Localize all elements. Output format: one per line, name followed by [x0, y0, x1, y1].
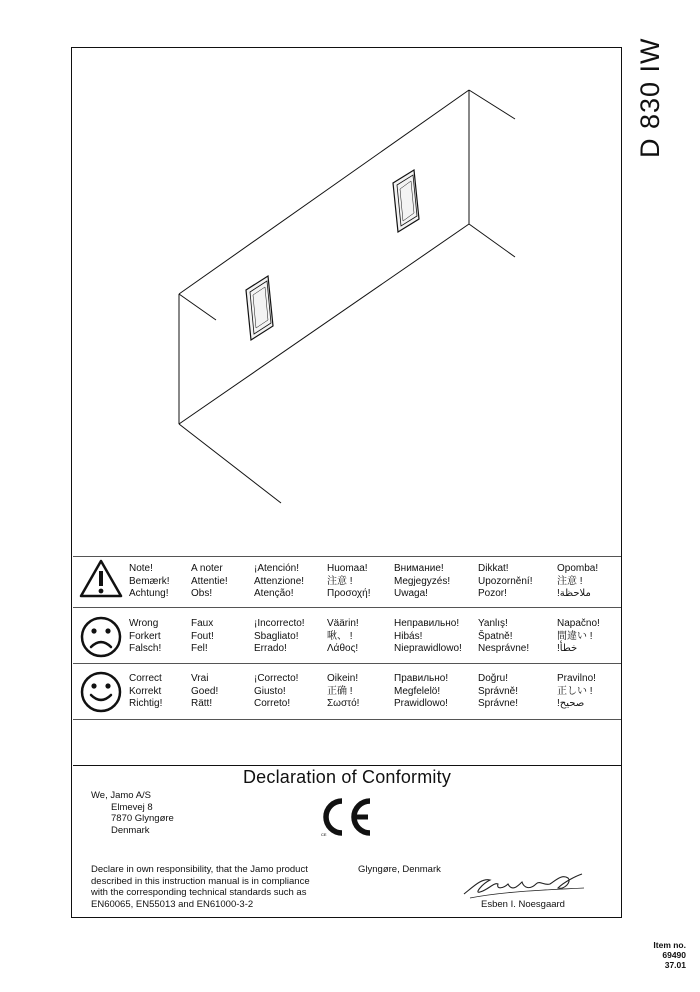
item-number: Item no. 69490 37.01	[653, 940, 686, 970]
declaration-text: Declare in own responsibility, that the Jamo product described in this instruction manual is in compliance with the corresponding technical standards such as EN60065, EN55013 and EN61000-3-2	[91, 864, 310, 910]
happy-face-icon	[79, 670, 123, 714]
lang-col-7: Opomba! 注意 ! !ملاحظة	[557, 563, 599, 599]
lang-col-4: Väärin! 啾、 ! Λάθος!	[327, 618, 359, 654]
divider	[73, 719, 621, 720]
declaration-place: Glyngøre, Denmark	[358, 864, 441, 875]
lang-col-2: Faux Fout! Fel!	[191, 618, 214, 654]
divider	[73, 556, 621, 557]
lang-col-4: Oikein! 正确 ! Σωστό!	[327, 673, 360, 709]
speaker-right	[393, 170, 419, 232]
lang-col-5: Внимание! Megjegyzés! Uwaga!	[394, 563, 451, 599]
signature-icon	[460, 868, 590, 902]
model-line: D 830 IW	[635, 37, 665, 158]
lang-col-3: ¡Atención! Attenzione! Atenção!	[254, 563, 305, 599]
lang-col-7: Napačno! 間違い ! !خطأ	[557, 618, 600, 654]
declaration-title: Declaration of Conformity	[242, 767, 452, 787]
sad-face-icon	[79, 615, 123, 659]
ce-mark-text: CE	[321, 832, 327, 837]
speaker-left	[246, 276, 273, 340]
lang-col-1: Wrong Forkert Falsch!	[129, 618, 162, 654]
section-divider	[73, 765, 621, 766]
lang-col-4: Huomaa! 注意 ! Προσοχή!	[327, 563, 371, 599]
lang-col-2: A noter Attentie! Obs!	[191, 563, 228, 599]
divider	[73, 663, 621, 664]
lang-col-1: Note! Bemærk! Achtung!	[129, 563, 170, 599]
signer-name: Esben I. Noesgaard	[481, 899, 565, 910]
lang-col-6: Doğru! Správně! Správne!	[478, 673, 519, 709]
lang-col-5: Правильно! Megfelelö! Prawidlowo!	[394, 673, 449, 709]
ce-mark-icon	[320, 797, 378, 839]
lang-col-7: Pravilno! 正しい ! !صحيح	[557, 673, 596, 709]
warning-triangle-icon	[79, 559, 123, 599]
company-address: We, Jamo A/S Elmevej 8 7870 Glyngøre Denmark	[91, 790, 174, 836]
lang-col-6: Dikkat! Upozornění! Pozor!	[478, 563, 533, 599]
lang-col-3: ¡Incorrecto! Sbagliato! Errado!	[254, 618, 305, 654]
lang-col-2: Vrai Goed! Rätt!	[191, 673, 219, 709]
lang-col-5: Неправильно! Hibás! Nieprawidlowo!	[394, 618, 462, 654]
lang-col-6: Yanlış! Špatně! Nesprávne!	[478, 618, 530, 654]
lang-col-3: ¡Correcto! Giusto! Correto!	[254, 673, 299, 709]
lang-col-1: Correct Korrekt Richtig!	[129, 673, 163, 709]
divider	[73, 607, 621, 608]
